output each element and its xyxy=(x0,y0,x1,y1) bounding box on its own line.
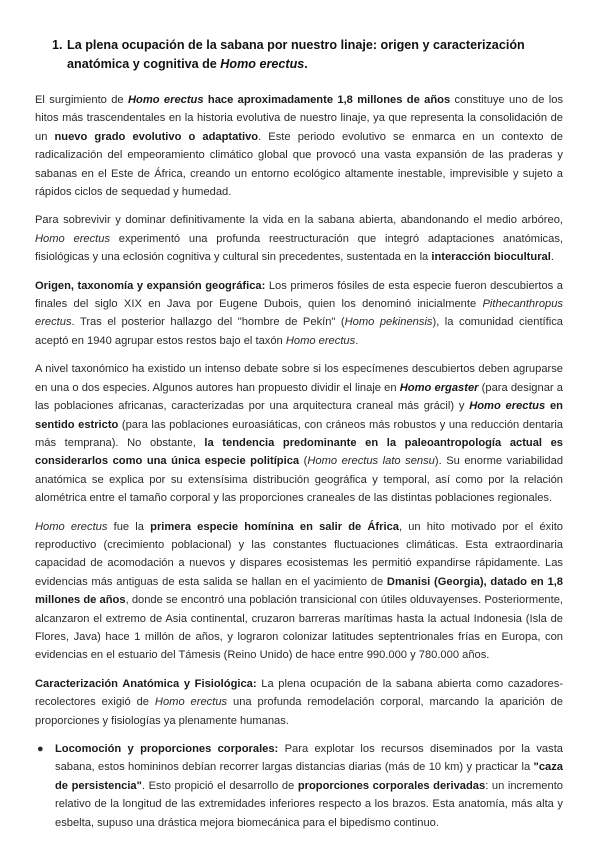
heading-text: La plena ocupación de la sabana por nuestro linaje: origen y caracterización anatómica y cognitiva de Homo erectus. xyxy=(67,38,525,71)
bullet-list xyxy=(35,740,563,842)
heading-number: 1. xyxy=(52,38,63,52)
bullet-marker: ● xyxy=(37,743,44,755)
paragraph-out-of-africa: Homo erectus fue la primera especie homínina en salir de África, un hito motivado por el éxito reproductivo (crecimiento poblacional) y las constantes fluctuaciones climáticas. Esta extraordinaria capacidad de acomodación a nuevos y dispares ecosistemas les permitió expandirse rápidamente. Las evidencias más antiguas de esta salida se hallan en el yacimiento de Dmanisi (Georgia), datado en 1,8 millones de años, donde se encontró una población transicional con útiles olduvayenses. Posteriormente, alcanzaron el extremo de Asia continental, cruzaron barreras marítimas hasta la actual Indonesia (Isla de Flores, Java) hace 1 millón de años, y lograron colonizar latitudes septentrionales frías en Europa, con evidencias en el estuario del Támesis (Reino Unido) de hace entre 990.000 y 780.000 años. xyxy=(35,520,563,662)
paragraph-origin-intro: El surgimiento de Homo erectus hace aproximadamente 1,8 millones de años constituye uno de los hitos más trascendentales en la historia evolutiva de nuestro linaje, ya que representa la consolidación de un nuevo grado evolutivo o adaptativo. Este periodo evolutivo se enmarca en un contexto de radicalización del empeoramiento climático global que provocó una vasta expansión de las praderas y sabanas en el Este de África, creando un entorno ecológico altamente inestable, imprevisible y sujeto a rápidos ciclos de sequedad y humedad. xyxy=(35,94,564,199)
paragraph-anatomy-intro: Caracterización Anatómica y Fisiológica: La plena ocupación de la sabana abierta como cazadores-recolectores exigió de Homo erectus una profunda remodelación corporal, marcando la aparición de proporciones y fisiologías ya plenamente humanas. xyxy=(35,677,563,727)
paragraph-taxonomy-origin: Origen, taxonomía y expansión geográfica: Los primeros fósiles de esta especie fueron descubiertos a finales del siglo XIX en Java por Eugene Dubois, quien los denominó inicialmente Pithecanthropus erectus. Tras el posterior hallazgo del "hombre de Pekín" (Homo pekinensis), la comunidad científica aceptó en 1940 agrupar estos restos bajo el taxón Homo erectus. xyxy=(35,279,564,347)
section-heading xyxy=(52,36,563,74)
paragraph-taxonomic-debate: A nivel taxonómico ha existido un intenso debate sobre si los especímenes descubiertos deben agruparse en una o dos especies. Algunos autores han propuesto dividir el linaje en Homo ergaster (para designar a las poblaciones africanas, caracterizadas por una arquitectura craneal más grácil) y Homo erectus en sentido estricto (para las poblaciones euroasiáticas, con cráneos más robustos y una reducción dentaria más temprana). No obstante, la tendencia predominante en la paleoantropología actual es considerarlos como una única especie politípica (Homo erectus lato sensu). Su enorme variabilidad anatómica se explica por su extensísima distribución geográfica y temporal, así como por la relación alométrica entre el tamaño corporal y las proporciones craneales de las distintas poblaciones regionales. xyxy=(35,363,564,505)
list-item xyxy=(35,740,563,842)
paragraph-savanna-adaptation: Para sobrevivir y dominar definitivamente la vida en la sabana abierta, abandonando el medio arbóreo, Homo erectus experimentó una profunda reestructuración que integró adaptaciones anatómicas, fisiológicas y una eclosión cognitiva y cultural sin precedentes, sustentada en la interacción biocultural. xyxy=(35,214,563,264)
bullet-locomotion: Locomoción y proporciones corporales: Para explotar los recursos diseminados por la vasta sabana, estos homininos debían recorrer largas distancias diarias (más de 10 km) y practicar la "caza de persistencia". Esto propició el desarrollo de proporciones corporales derivadas: un incremento relativo de la longitud de las extremidades inferiores respecto a los brazos. Esta anatomía, más alta y esbelta, supuso una drástica mejora biomecánica para el bipedismo continuo. xyxy=(55,743,563,829)
